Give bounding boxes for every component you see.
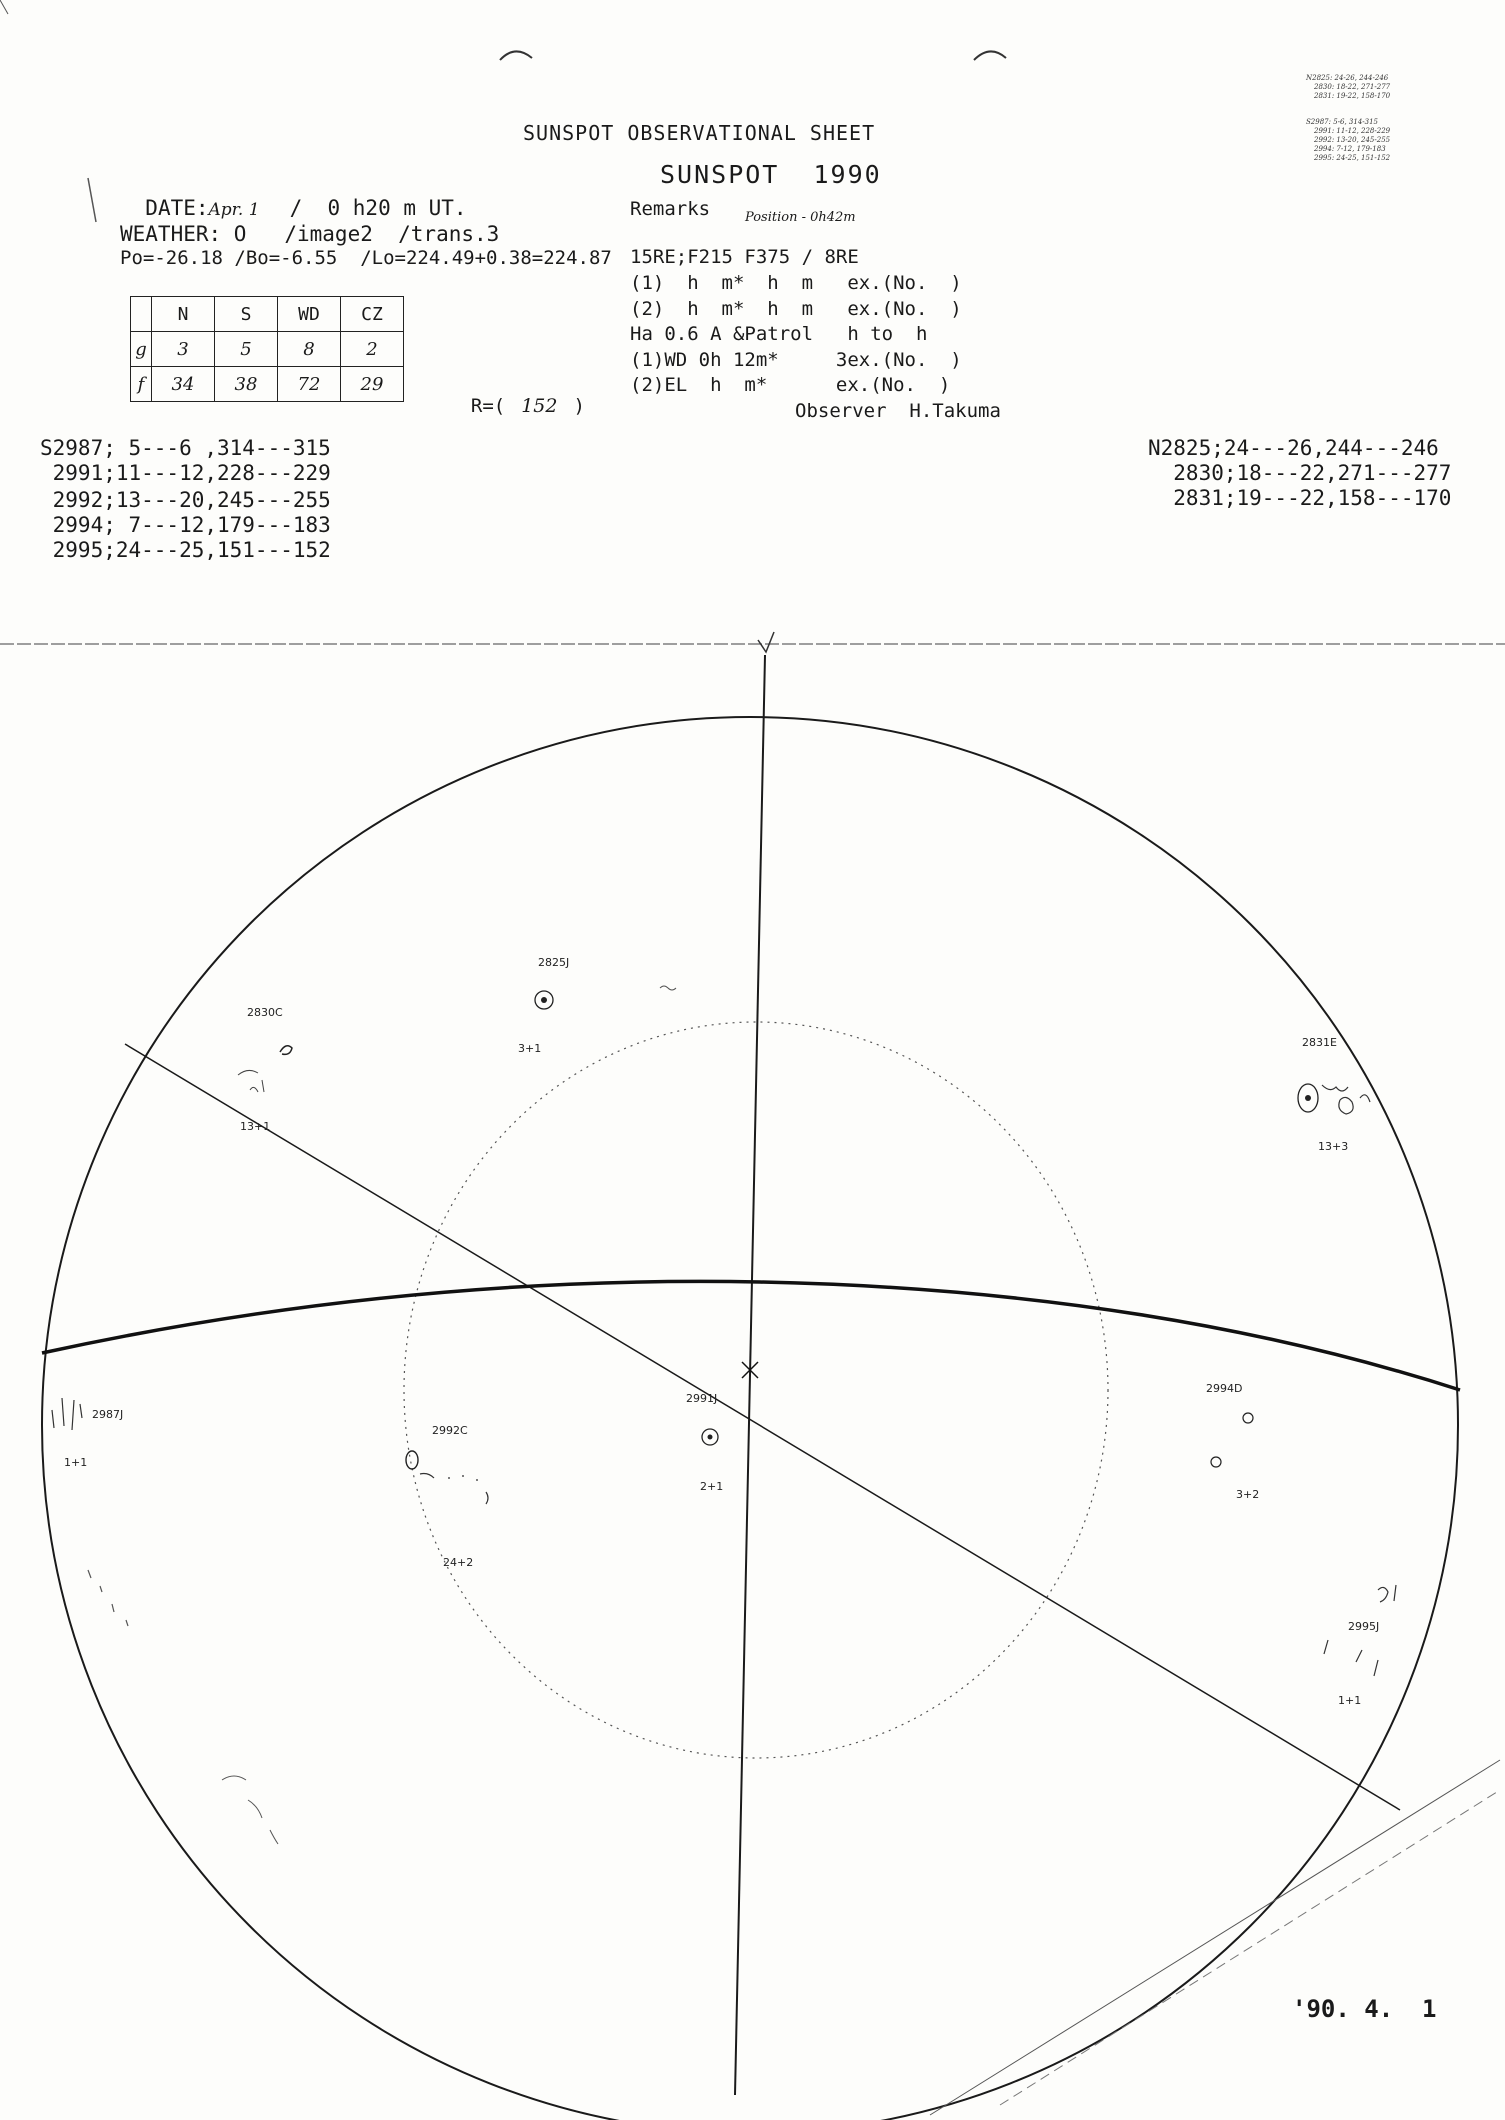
sunspot-mark: [1305, 1095, 1311, 1101]
row-label-f: f: [131, 367, 152, 402]
remarks-line: Ha 0.6 A &Patrol h to h: [630, 323, 928, 345]
col-cz: CZ: [341, 297, 404, 332]
f-cz: 29: [341, 367, 404, 402]
date-stamp: '90. 4. 1: [1292, 1995, 1437, 2023]
col-s: S: [215, 297, 278, 332]
stray-line: [1000, 1790, 1500, 2105]
faculae-sketch: [222, 1776, 278, 1844]
row-label-g: g: [131, 332, 152, 367]
group-label-2994d: 2994D: [1206, 1382, 1243, 1395]
sheet-title: SUNSPOT OBSERVATIONAL SHEET: [523, 121, 876, 145]
remarks-line: (1)WD 0h 12m* 3ex.(No. ): [630, 349, 962, 371]
edge-scratch: [0, 0, 8, 14]
count-label-2825j: 3+1: [518, 1042, 542, 1055]
remarks-line: (2) h m* h m ex.(No. ): [630, 298, 962, 320]
count-label-2995j: 1+1: [1338, 1694, 1362, 1707]
big-title: SUNSPOT 1990: [660, 160, 882, 189]
sunspot-mark: [541, 997, 547, 1003]
note-line: 2830: 18-22, 271-277: [1314, 83, 1391, 91]
g-wd: 8: [278, 332, 341, 367]
faculae-sketch: [1322, 1085, 1370, 1114]
faculae-sketch: [88, 1570, 128, 1626]
group-label-2992c: 2992C: [432, 1424, 468, 1437]
sunspot-mark: [1243, 1413, 1253, 1423]
north-group-line: 2831;19---22,158---170: [1148, 486, 1452, 510]
polar-axis-line: [735, 655, 765, 2095]
stray-line: [930, 1760, 1500, 2115]
note-line: N2825: 24-26, 244-246: [1306, 74, 1389, 82]
count-label-2994d: 3+2: [1236, 1488, 1260, 1501]
observer-line: Observer H.Takuma: [795, 400, 1001, 422]
weather-line: WEATHER: O /image2 /trans.3: [120, 222, 500, 246]
remarks-line: 15RE;F215 F375 / 8RE: [630, 246, 859, 268]
faculae-sketch: [420, 1474, 488, 1505]
south-group-line: 2991;11---12,228---229: [40, 461, 331, 485]
remarks-label: Remarks: [630, 198, 711, 220]
f-n: 34: [152, 367, 215, 402]
r-value: 152: [521, 395, 558, 417]
faculae-sketch: [1378, 1585, 1396, 1602]
remarks-line: (1) h m* h m ex.(No. ): [630, 272, 962, 294]
note-line: 2992: 13-20, 245-255: [1314, 136, 1391, 144]
f-wd: 72: [278, 367, 341, 402]
group-label-2987j: 2987J: [92, 1408, 124, 1421]
col-wd: WD: [278, 297, 341, 332]
group-label-2825j: 2825J: [538, 956, 570, 969]
south-group-line: 2994; 7---12,179---183: [40, 513, 331, 537]
g-s: 5: [215, 332, 278, 367]
sunspot-mark: [280, 1046, 292, 1055]
group-label-2991j: 2991J: [686, 1392, 718, 1405]
group-label-2995j: 2995J: [1348, 1620, 1380, 1633]
faculae-sketch: [238, 1070, 264, 1092]
r-label: R=(: [470, 395, 506, 417]
binder-mark: [974, 51, 1006, 60]
note-line: 2831: 19-22, 158-170: [1314, 92, 1391, 100]
count-label-2830c: 13+1: [240, 1120, 271, 1133]
col-n: N: [152, 297, 215, 332]
note-line: 2991: 11-12, 228-229: [1314, 127, 1391, 135]
north-group-line: 2830;18---22,271---277: [1148, 461, 1452, 485]
count-label-2831e: 13+3: [1318, 1140, 1349, 1153]
binder-mark: [500, 51, 532, 60]
date-value: Apr. 1: [208, 200, 260, 220]
north-group-line: N2825;24---26,244---246: [1148, 436, 1439, 460]
f-s: 38: [215, 367, 278, 402]
group-label-2831e: 2831E: [1302, 1036, 1337, 1049]
time-value: / 0 h20 m UT.: [289, 196, 467, 220]
date-label: DATE:: [145, 196, 209, 220]
count-label-2992c: 24+2: [443, 1556, 474, 1569]
south-group-line: 2995;24---25,151---152: [40, 538, 331, 562]
south-group-line: S2987; 5---6 ,314---315: [40, 436, 331, 460]
r-close: ): [573, 395, 585, 417]
count-label-2991j: 2+1: [700, 1480, 724, 1493]
note-line: 2994: 7-12, 179-183: [1314, 145, 1386, 153]
group-label-2830c: 2830C: [247, 1006, 283, 1019]
top-tick-mark: [758, 632, 774, 652]
faculae-sketch: [1324, 1640, 1378, 1676]
sunspot-mark: [708, 1435, 713, 1440]
note-line: 2995: 24-25, 151-152: [1314, 154, 1391, 162]
south-group-line: 2992;13---20,245---255: [40, 488, 331, 512]
g-n: 3: [152, 332, 215, 367]
faculae-sketch: [660, 986, 676, 990]
faculae-sketch: [52, 1398, 82, 1430]
sunspot-mark: [1211, 1457, 1221, 1467]
g-cz: 2: [341, 332, 404, 367]
sunspot-mark: [406, 1451, 418, 1469]
diagonal-axis-line: [125, 1044, 1400, 1810]
note-line: S2987: 5-6, 314-315: [1306, 118, 1379, 126]
remarks-line: (2)EL h m* ex.(No. ): [630, 374, 951, 396]
remarks-handwritten: Position - 0h42m: [745, 210, 856, 225]
params-line: Po=-26.18 /Bo=-6.55 /Lo=224.49+0.38=224.87: [120, 247, 612, 269]
count-label-2987j: 1+1: [64, 1456, 88, 1469]
edge-scratch: [88, 178, 96, 222]
